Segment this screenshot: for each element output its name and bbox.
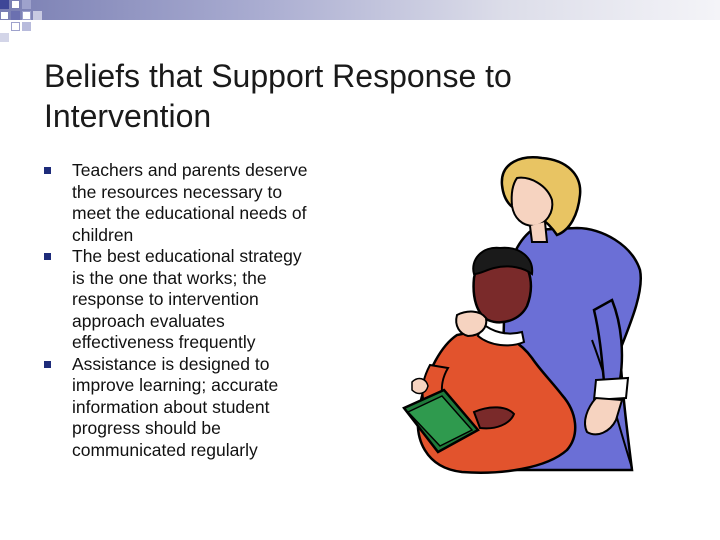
bullet-text-line: Assistance is designed to (72, 353, 270, 374)
bullet-item (44, 246, 354, 354)
bullet-text-line: information about student (72, 396, 270, 417)
bullet-text-line: meet the educational needs of (72, 203, 307, 223)
square-bullet-icon (44, 167, 51, 174)
corner-squares-decoration (0, 0, 60, 52)
bullet-item (44, 354, 354, 462)
bullet-text-line: improve learning; accurate (72, 375, 279, 395)
bullet-text-line: effectiveness frequently (72, 332, 256, 352)
square-bullet-icon (44, 361, 51, 368)
slide-title-line-2: Intervention (44, 98, 212, 134)
bullet-text-line: approach evaluates (72, 310, 225, 331)
teacher-and-student-reading-illustration (382, 150, 657, 475)
square-bullet-icon (44, 253, 51, 260)
bullet-text-line: is the one that works; the (72, 267, 267, 288)
bullet-text-line: Teachers and parents deserve (72, 160, 308, 180)
bullet-text-line: The best educational strategy (72, 246, 302, 266)
bullet-text-line: children (72, 224, 134, 245)
bullet-text-line: communicated regularly (72, 439, 258, 460)
bullet-list (44, 160, 354, 461)
slide-title-line-1: Beliefs that Support Response to (44, 58, 512, 94)
bullet-item (44, 160, 354, 246)
bullet-text-line: progress should be (72, 418, 221, 438)
bullet-text-line: response to intervention (72, 289, 259, 309)
slide-title (44, 56, 644, 136)
header-banner (0, 0, 720, 20)
bullet-text-line: the resources necessary to (72, 181, 283, 202)
